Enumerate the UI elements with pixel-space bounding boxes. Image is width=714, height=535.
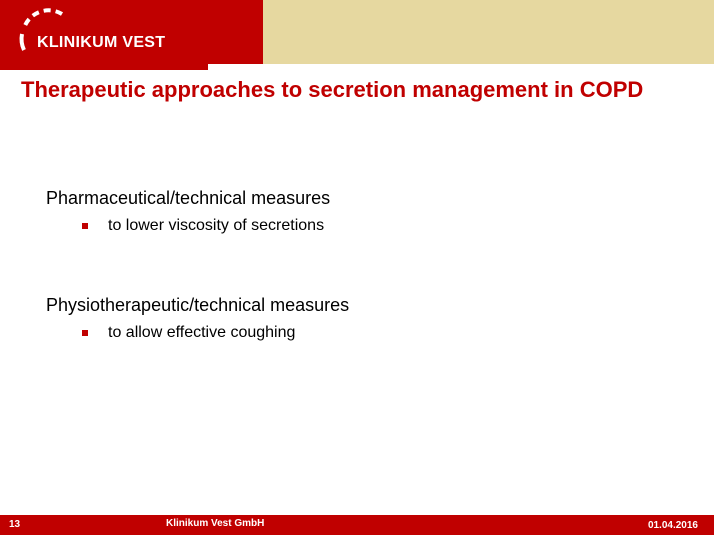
section-heading: Physiotherapeutic/technical measures (46, 295, 350, 315)
bullet-item (108, 216, 686, 236)
square-bullet-icon (82, 330, 88, 336)
page-number: 13 (9, 519, 21, 530)
logo-text: KLINIKUM VEST (37, 34, 166, 51)
section-pharmaceutical (46, 185, 686, 236)
bullet-text: to allow effective coughing (108, 324, 296, 341)
section-heading: Pharmaceutical/technical measures (46, 188, 331, 208)
header-red-strip (208, 0, 263, 64)
bullet-text: to lower viscosity of secretions (108, 217, 325, 234)
square-bullet-icon (82, 223, 88, 229)
title-rule (0, 64, 208, 70)
footer-bar (0, 515, 714, 535)
header-beige-band (263, 0, 714, 64)
slide-title: Therapeutic approaches to secretion management in COPD (21, 77, 644, 102)
bullet-item (108, 323, 686, 343)
logo-block (0, 0, 208, 64)
footer-company: Klinikum Vest GmbH (166, 518, 265, 529)
slide-content (46, 185, 686, 343)
section-physiotherapeutic (46, 292, 686, 343)
footer-date: 01.04.2016 (647, 520, 698, 531)
